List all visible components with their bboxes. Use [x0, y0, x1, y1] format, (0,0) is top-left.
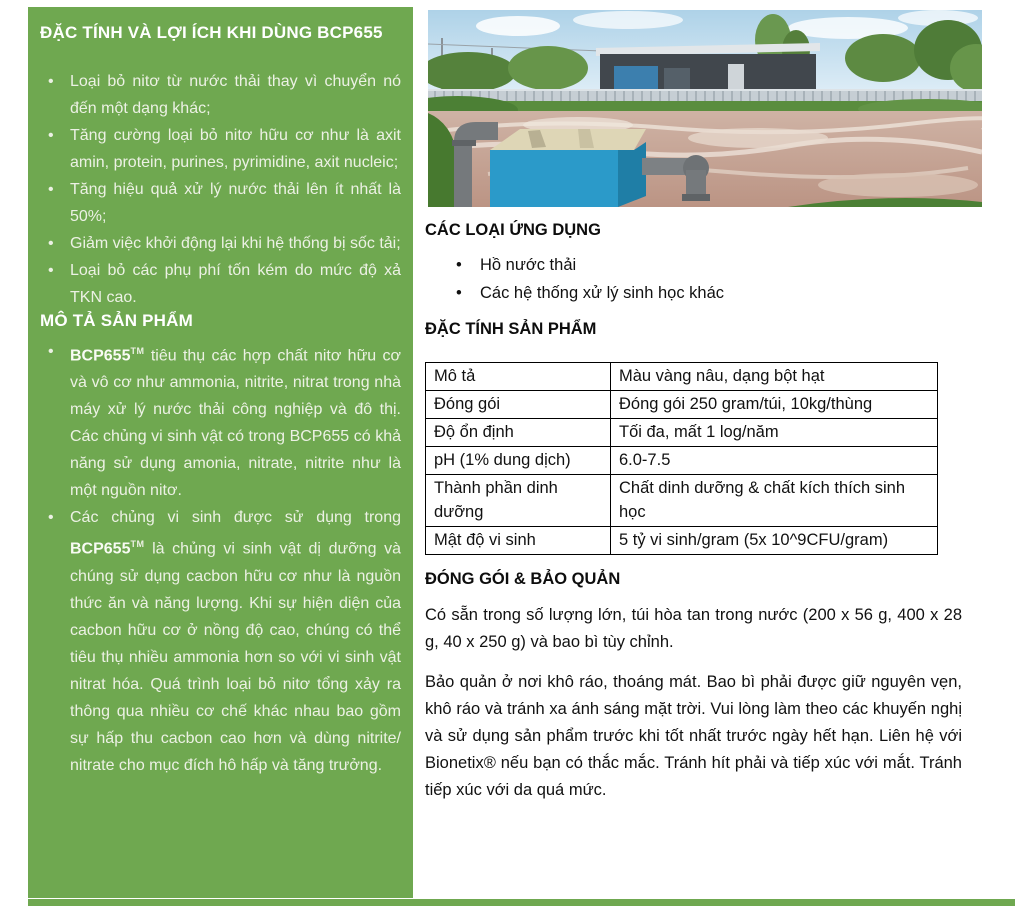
treatment-pond-illustration: [428, 10, 982, 207]
benefits-list: [40, 68, 401, 311]
product-code: BCP655: [70, 347, 131, 365]
application-item-text: Các hệ thống xử lý sinh học khác: [480, 284, 725, 302]
treatment-pond-photo: [428, 10, 982, 207]
benefit-item-text: Giảm việc khởi động lại khi hệ thống bị sốc tải;: [70, 235, 401, 252]
benefit-item: [40, 230, 401, 257]
spec-row: [426, 363, 938, 391]
storage-paragraph: Có sẵn trong số lượng lớn, túi hòa tan trong nước (200 x 56 g, 400 x 28 g, 40 x 250 g) và bao bì tùy chỉnh.: [425, 606, 962, 651]
spec-label: Mô tả: [426, 363, 611, 391]
storage-paragraph: Bảo quản ở nơi khô ráo, thoáng mát. Bao bì phải được giữ nguyên vẹn, khô ráo và tránh xa ánh sáng mặt trời. Vui lòng làm theo các khuyến nghị và sử dụng sản phẩm trước khi tốt nhất trước ngày hết hạn. Liên hệ với Bionetix® nếu bạn có thắc mắc. Tránh hít phải và tiếp xúc với mắt. Tránh tiếp xúc với da quá mức.: [425, 673, 962, 799]
description-item: [40, 504, 401, 778]
storage-paragraphs: [425, 602, 962, 817]
trademark-superscript: TM: [130, 539, 145, 550]
spec-value: Đóng gói 250 gram/túi, 10kg/thùng: [611, 391, 938, 419]
product-specs-table: [425, 362, 938, 555]
benefit-item-text: Tăng hiệu quả xử lý nước thải lên ít nhất là 50%;: [70, 181, 401, 225]
benefit-item: [40, 68, 401, 122]
spec-row: [426, 475, 938, 527]
spec-value: 6.0-7.5: [611, 447, 938, 475]
spec-label: Đóng gói: [426, 391, 611, 419]
spec-row: [426, 447, 938, 475]
spec-value: 5 tỷ vi sinh/gram (5x 10^9CFU/gram): [611, 527, 938, 555]
product-code: BCP655: [70, 540, 131, 558]
applications-title: CÁC LOẠI ỨNG DỤNG: [425, 221, 601, 239]
benefit-item: [40, 176, 401, 230]
spec-row: [426, 419, 938, 447]
spec-label: Mật độ vi sinh: [426, 527, 611, 555]
spec-row: [426, 527, 938, 555]
benefits-title: ĐẶC TÍNH VÀ LỢI ÍCH KHI DÙNG BCP655: [40, 23, 383, 42]
spec-value: Chất dinh dưỡng & chất kích thích sinh học: [611, 475, 938, 527]
description-post: là chủng vi sinh vật dị dưỡng và chúng sử dụng cacbon hữu cơ như là nguồn thức ăn và năng lượng. Khi sự hiện diện của cacbon hữu cơ ở nồng độ cao, chúng có thể tiêu thụ nhiều ammonia hơn so với vi sinh vật nitrat hóa. Quá trình loại bỏ nitơ tổng xảy ra thông qua nhiều cơ chế khác nhau bao gồm sự hấp thu cacbon cao hơn và dùng nitrite/ nitrate cho mục đích hô hấp và tăng trưởng.: [70, 540, 401, 774]
description-post: tiêu thụ các hợp chất nitơ hữu cơ và vô cơ như ammonia, nitrite, nitrat trong nhà máy xử lý nước thải công nghiệp và đô thị. Các chủng vi sinh vật có trong BCP655 có khả năng sử dụng amonia, nitrate, nitrite như là một nguồn nitơ.: [70, 347, 401, 500]
spec-value: Tối đa, mất 1 log/năm: [611, 419, 938, 447]
spec-label: Thành phần dinh dưỡng: [426, 475, 611, 527]
footer-accent-bar: [28, 899, 1015, 906]
application-item-text: Hồ nước thải: [480, 256, 577, 274]
spec-row: [426, 391, 938, 419]
description-title: MÔ TẢ SẢN PHẨM: [40, 311, 193, 330]
spec-label: pH (1% dung dịch): [426, 447, 611, 475]
spec-label: Độ ổn định: [426, 419, 611, 447]
benefits-panel: [28, 7, 413, 898]
benefit-item: [40, 257, 401, 311]
trademark-superscript: TM: [130, 346, 145, 356]
description-pre: Các chủng vi sinh được sử dụng trong: [70, 509, 401, 527]
benefit-item-text: Loại bỏ nitơ từ nước thải thay vì chuyển nó đến một dạng khác;: [70, 73, 401, 117]
description-item: [40, 338, 401, 504]
application-item: [425, 251, 724, 279]
benefit-item-text: Loại bỏ các phụ phí tốn kém do mức độ xả TKN cao.: [70, 262, 401, 306]
application-item: [425, 279, 724, 307]
spec-value: Màu vàng nâu, dạng bột hạt: [611, 363, 938, 391]
applications-list: [425, 251, 724, 307]
description-list: [40, 338, 401, 779]
storage-title: ĐÓNG GÓI & BẢO QUẢN: [425, 570, 621, 588]
benefit-item-text: Tăng cường loại bỏ nitơ hữu cơ như là axit amin, protein, purines, pyrimidine, axit nucleic;: [70, 127, 401, 171]
specs-title: ĐẶC TÍNH SẢN PHẨM: [425, 320, 597, 338]
benefit-item: [40, 122, 401, 176]
